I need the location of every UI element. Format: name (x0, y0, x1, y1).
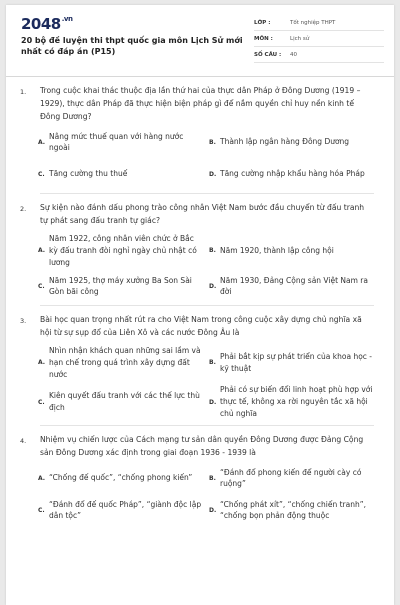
question-number: 2. (20, 205, 27, 214)
option-letter: C. (38, 398, 45, 406)
option-letter: D. (209, 170, 217, 178)
site-logo[interactable] (21, 15, 72, 33)
option-c[interactable] (38, 270, 203, 302)
question-number: 3. (20, 317, 27, 326)
option-b[interactable] (209, 231, 374, 270)
info-label: LỚP : (254, 19, 271, 26)
option-text: Tăng cường thu thuế (49, 169, 128, 179)
option-d[interactable] (209, 494, 374, 526)
option-letter: D. (209, 282, 217, 290)
option-letter: A. (38, 247, 46, 255)
info-row-class (254, 15, 384, 31)
info-value: Tốt nghiệp THPT (290, 19, 336, 26)
option-grid (38, 343, 374, 422)
option-letter: C. (38, 170, 45, 178)
question-text: Sự kiện nào đánh dấu phong trào công nhân Việt Nam bước đầu chuyển từ đấu tranh tự phát sang đấu tranh tự giác? (40, 203, 365, 226)
question-number: 1. (20, 88, 27, 96)
option-letter: D. (209, 506, 217, 514)
info-row-count (254, 47, 384, 63)
exam-info (254, 15, 384, 63)
option-d[interactable] (209, 382, 374, 421)
option-text: “Đánh đổ phong kiến để người cày có ruộng” (220, 467, 362, 489)
info-row-subject (254, 31, 384, 47)
option-text: Năm 1930, Đảng Cộng sản Việt Nam ra đời (220, 275, 368, 297)
option-a[interactable] (38, 231, 203, 270)
exam-title: 20 bộ đề luyện thi thpt quốc gia môn Lịch Sử mới nhất có đáp án (P15) (21, 36, 243, 56)
option-a[interactable] (38, 126, 203, 158)
option-letter: B. (209, 247, 216, 255)
question-text: Trong cuộc khai thác thuộc địa lần thứ hai của thực dân Pháp ở Đông Dương (1919 – 1929), thực dân Pháp đã thực hiện biện pháp gì để nắm quyền chỉ huy nền kinh tế Đông Dương? (40, 86, 361, 121)
option-letter: D. (209, 398, 217, 406)
logo-main: 2048 (21, 15, 61, 33)
option-b[interactable] (209, 126, 374, 158)
question-text: Nhiệm vụ chiến lược của Cách mạng tư sản dân quyền Đông Dương được Đảng Cộng sản Đông Dương xác định trong giai đoạn 1936 - 1939 là (40, 434, 364, 457)
option-a[interactable] (38, 343, 203, 382)
option-letter: B. (209, 359, 216, 367)
option-text: Tăng cường nhập khẩu hàng hóa Pháp (220, 169, 365, 179)
option-grid (38, 126, 374, 190)
option-a[interactable] (38, 462, 203, 494)
option-text: “Đánh đổ đế quốc Pháp”, “giành độc lập dân tộc” (49, 499, 202, 521)
question-1 (6, 77, 394, 194)
option-grid (38, 231, 374, 302)
exam-header (6, 5, 394, 77)
question-2 (6, 194, 394, 306)
option-c[interactable] (38, 382, 203, 421)
option-text: Phải bắt kịp sự phát triển của khoa học - kỹ thuật (220, 351, 373, 373)
option-text: Phải có sự biến đổi linh hoạt phù hợp với thực tế, không xa rời nguyên tắc xã hội chủ nghĩa (220, 385, 373, 418)
option-grid (38, 462, 374, 526)
info-label: MÔN : (254, 35, 273, 42)
question-4 (6, 426, 394, 527)
exam-page (6, 5, 394, 605)
option-c[interactable] (38, 494, 203, 526)
option-text: Năm 1920, thành lập công hội (220, 245, 334, 255)
option-text: “Chống đế quốc”, “chống phong kiến” (49, 473, 193, 483)
option-letter: A. (38, 474, 46, 482)
option-b[interactable] (209, 462, 374, 494)
option-d[interactable] (209, 158, 374, 190)
option-letter: C. (38, 282, 45, 290)
question-3 (6, 306, 394, 425)
option-text: “Chống phát xít”, “chống chiến tranh”, “chống bọn phản động thuộc (220, 499, 367, 521)
logo-suffix: .vn (61, 15, 73, 23)
option-letter: B. (209, 138, 216, 146)
option-text: Kiên quyết đấu tranh với các thế lực thù địch (49, 391, 200, 413)
option-letter: A. (38, 138, 46, 146)
info-value: 40 (290, 51, 297, 58)
option-text: Năm 1922, công nhân viên chức ở Bắc kỳ đấu tranh đòi nghỉ ngày chủ nhật có lương (49, 233, 197, 267)
option-letter: A. (38, 359, 46, 367)
option-letter: B. (209, 474, 216, 482)
option-c[interactable] (38, 158, 203, 190)
question-number: 4. (20, 436, 27, 445)
option-letter: C. (38, 506, 45, 514)
question-text: Bài học quan trọng nhất rút ra cho Việt Nam trong công cuộc xây dựng chủ nghĩa xã hội từ sự sụp đổ của Liên Xô và các nước Đông Âu là (40, 315, 362, 338)
option-b[interactable] (209, 343, 374, 382)
info-label: SỐ CÂU : (254, 51, 282, 58)
option-text: Nhìn nhận khách quan những sai lầm và hạn chế trong quá trình xây dựng đất nước (49, 345, 201, 379)
question-list (6, 77, 394, 526)
option-text: Nâng mức thuế quan với hàng nước ngoài (49, 131, 184, 153)
option-text: Thành lập ngân hàng Đông Dương (220, 137, 350, 147)
option-text: Năm 1925, thợ máy xưởng Ba Son Sài Gòn bãi công (49, 275, 192, 297)
info-value: Lịch sử (290, 35, 310, 42)
option-d[interactable] (209, 270, 374, 302)
